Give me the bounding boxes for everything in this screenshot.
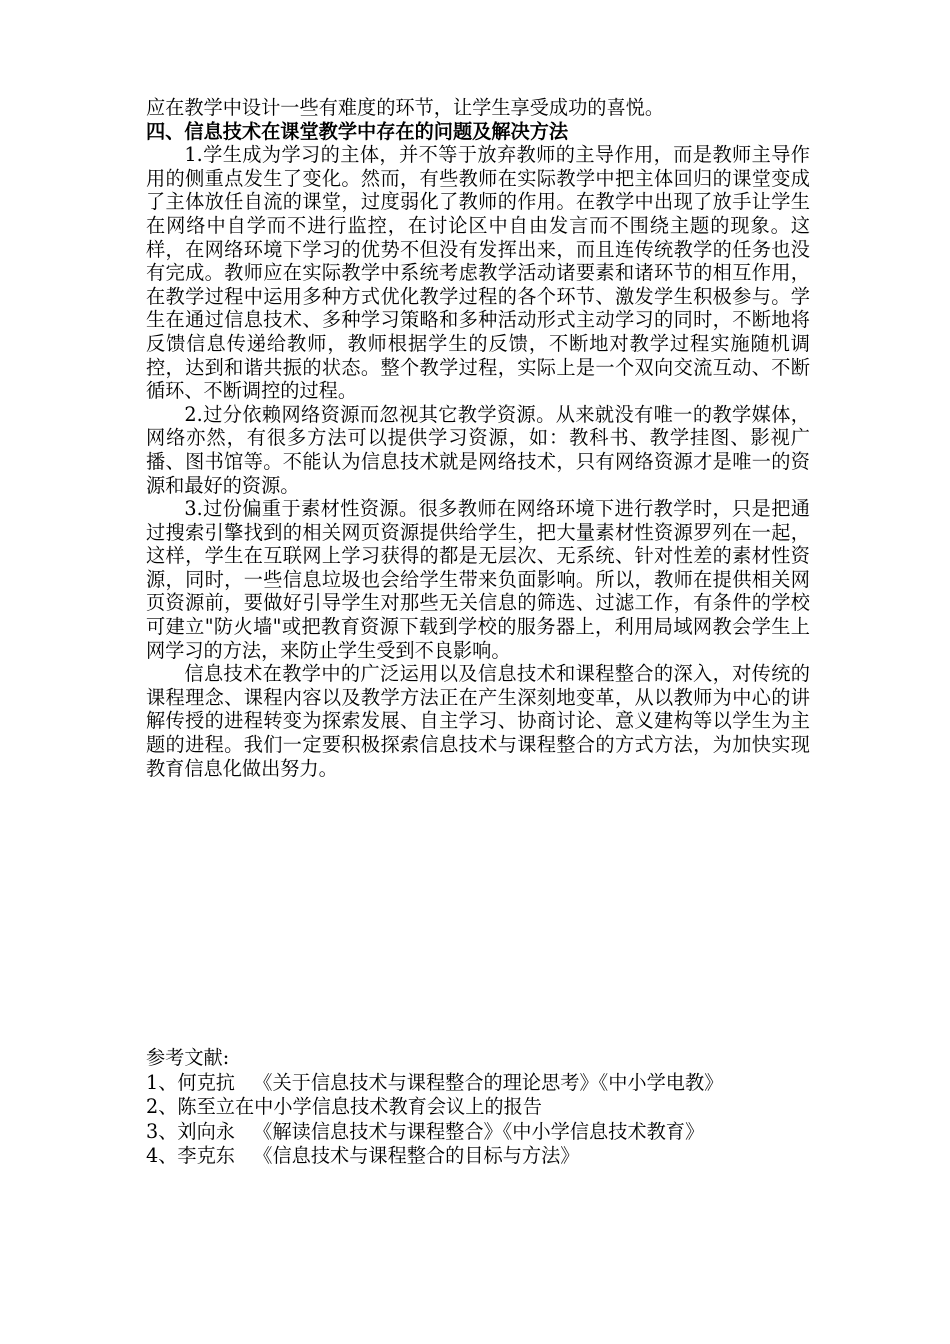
intro-line: 应在教学中设计一些有难度的环节，让学生享受成功的喜悦。 <box>146 96 665 119</box>
reference-item: 4、李克东 《信息技术与课程整合的目标与方法》 <box>146 1144 580 1168</box>
paragraph-2: 2.过分依赖网络资源而忽视其它教学资源。从来就没有唯一的教学媒体，网络亦然，有很多方法可以提供学习资源，如：教科书、教学挂图、影视广播、图书馆等。不能认为信息技术就是网络技术，只有网络资源才是唯一的资源和最好的资源。 <box>146 402 810 497</box>
reference-item: 3、刘向永 《解读信息技术与课程整合》《中小学信息技术教育》 <box>146 1119 705 1143</box>
reference-item: 2、陈至立在中小学信息技术教育会议上的报告 <box>146 1095 542 1119</box>
paragraph-1: 1.学生成为学习的主体，并不等于放弃教师的主导作用，而是教师主导作用的侧重点发生了变化。然而，有些教师在实际教学中把主体回归的课堂变成了主体放任自流的课堂，过度弱化了教师的作用。在教学中出现了放手让学生在网络中自学而不进行监控，在讨论区中自由发言而不围绕主题的现象。这样，在网络环境下学习的优势不但没有发挥出来，而且连传统教学的任务也没有完成。教师应在实际教学中系统考虑教学活动诸要素和诸环节的相互作用，在教学过程中运用多种方式优化教学过程的各个环节、激发学生积极参与。学生在通过信息技术、多种学习策略和多种活动形式主动学习的同时，不断地将反馈信息传递给教师，教师根据学生的反馈，不断地对教学过程实施随机调控，达到和谐共振的状态。整个教学过程，实际上是一个双向交流互动、不断循环、不断调控的过程。 <box>146 143 810 403</box>
reference-item: 1、何克抗 《关于信息技术与课程整合的理论思考》《中小学电教》 <box>146 1070 724 1094</box>
section-heading: 四、信息技术在课堂教学中存在的问题及解决方法 <box>146 119 569 143</box>
paragraph-3: 3.过份偏重于素材性资源。很多教师在网络环境下进行教学时，只是把通过搜索引擎找到的相关网页资源提供给学生，把大量素材性资源罗列在一起，这样，学生在互联网上学习获得的都是无层次、无系统、针对性差的素材性资源，同时，一些信息垃圾也会给学生带来负面影响。所以，教师在提供相关网页资源前，要做好引导学生对那些无关信息的筛选、过滤工作，有条件的学校可建立"防火墙"或把教育资源下载到学校的服务器上，利用局域网教会学生上网学习的方法，来防止学生受到不良影响。 <box>146 497 810 662</box>
references-title: 参考文献: <box>146 1046 230 1069</box>
paragraph-conclusion: 信息技术在教学中的广泛运用以及信息技术和课程整合的深入，对传统的课程理念、课程内容以及教学方法正在产生深刻地变革，从以教师为中心的讲解传授的进程转变为探索发展、自主学习、协商讨论、意义建构等以学生为主题的进程。我们一定要积极探索信息技术与课程整合的方式方法，为加快实现教育信息化做出努力。 <box>146 662 810 780</box>
body-text <box>146 96 810 780</box>
references <box>146 1046 846 1169</box>
